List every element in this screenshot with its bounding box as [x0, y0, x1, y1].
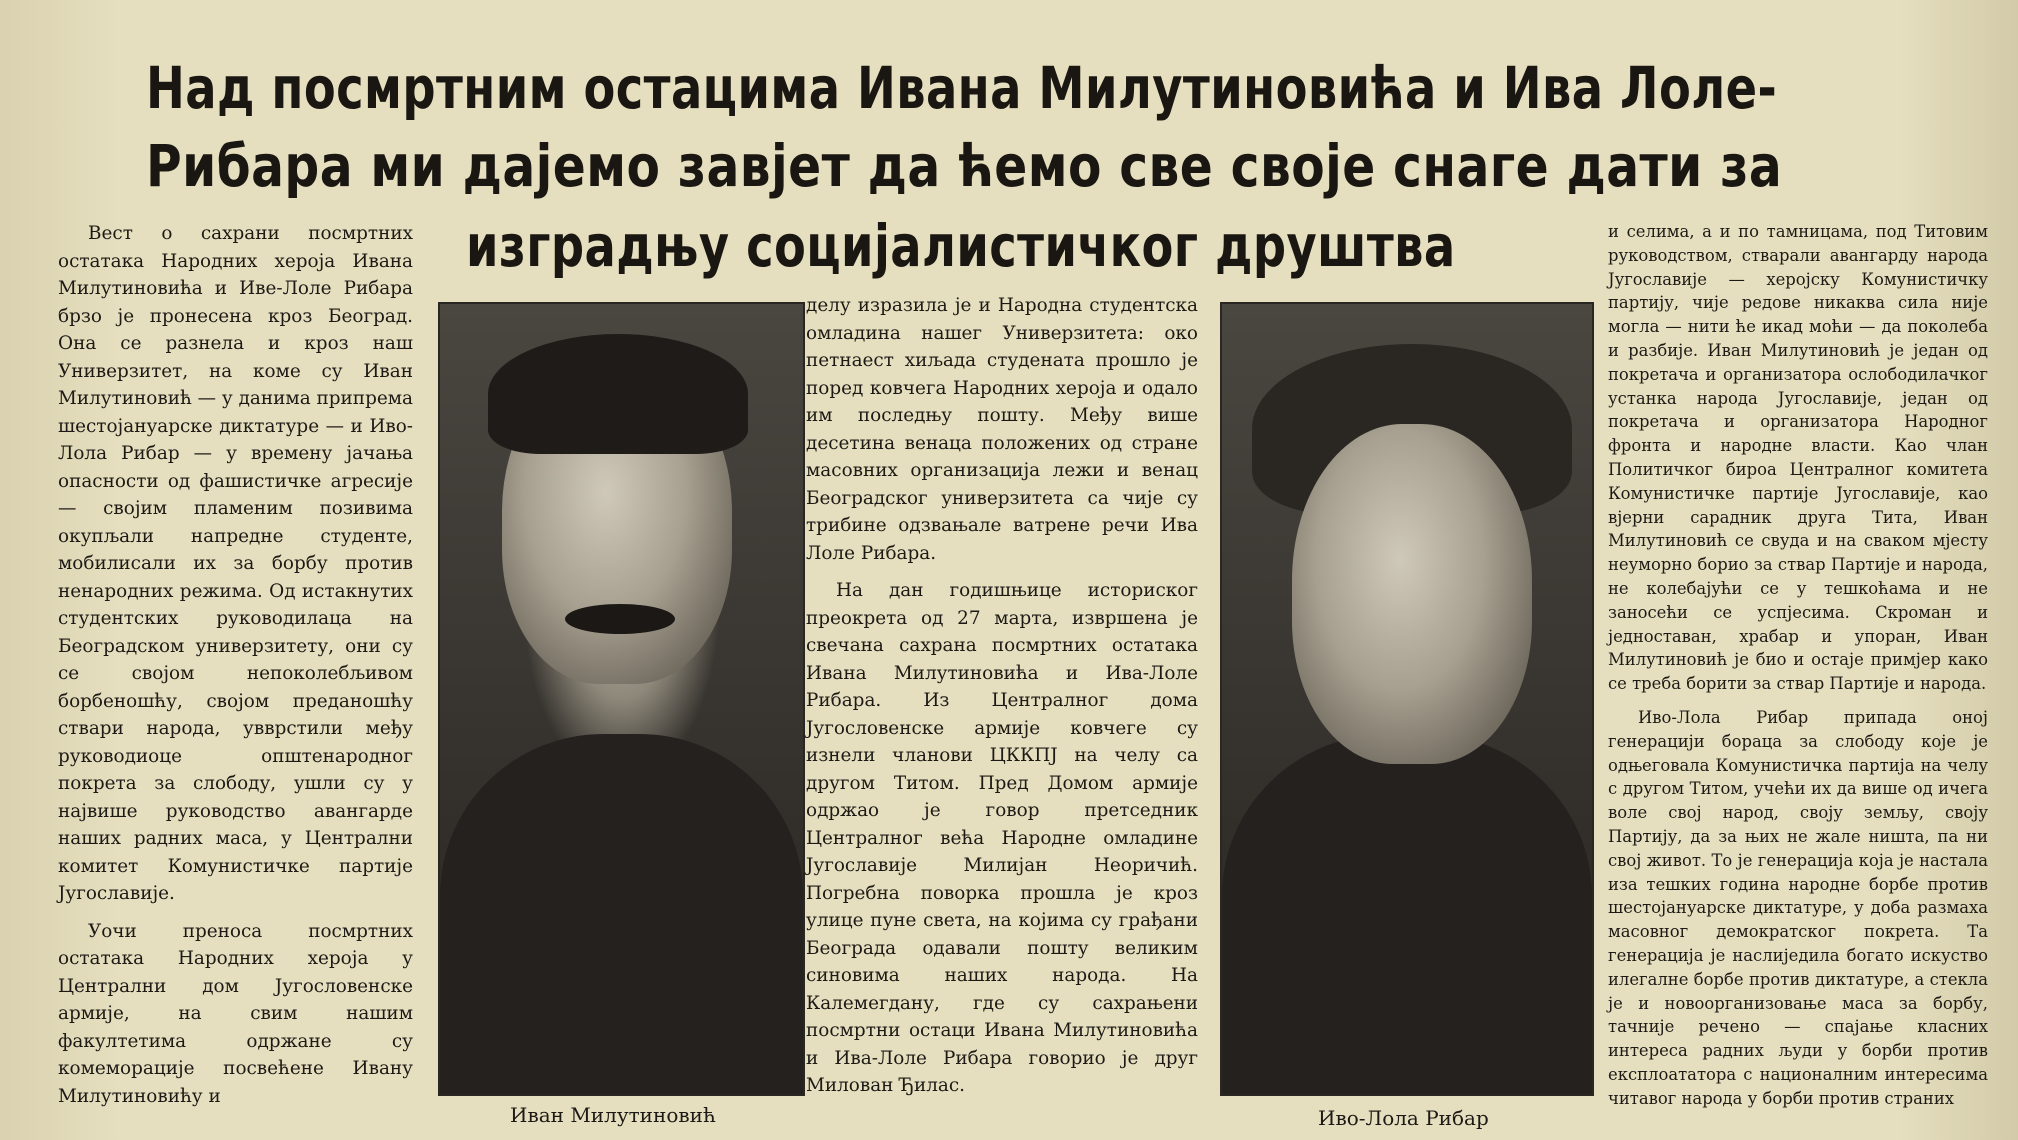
photo-1-body-shape — [440, 734, 803, 1094]
headline-line-3: изградњу социјалистичког друштва — [466, 212, 1456, 280]
photo-1-hair-shape — [488, 334, 748, 454]
column-1-paragraph-1: Вест о сахрани посмртних остатака Народних хероја Ивана Милутиновића и Иве-Лоле Рибара брзо је пронесена кроз Београд. Она се разнела и кроз наш Универзитет, на коме су Иван Милутиновић — у данима припрема шестојануарске диктатуре — и Иво-Лола Рибар — у времену јачања опасности од фашистичке агресије — својим пламеним позивима окупљали напредне студенте, мобилисали их за борбу против ненародних режима. Од истакнутих студентских руководилаца на Београдском универзитету, они су се својом непоколебљивом борбеношћу, својом преданошћу ствари народа, увврстили међу руководиоце општенародног покрета за слободу, ушли су у највише руководство авангарде наших радних маса, у Централни комитет Комунистичке партије Југославије. — [58, 223, 413, 904]
photo-2-face-shape — [1292, 424, 1532, 764]
column-3-paragraph-1: и селима, а и по тамницама, под Титовим руководством, стварали авангарду народа Југославије — херојску Комунистичку партију, чије редове никаква сила није могла — нити ће икад моћи — да поколеба и разбије. Иван Милутиновић је један од покретача и организатора ослободилачког устанка народа Југославије, један од покретача и организатора Народног фронта и народне власти. Као члан Политичког бироа Централног комитета Комунистичке партије Југославије, као вјерни сарадник друга Тита, Иван Милутиновић се свуда и на сваком мјесту неуморно борио за ствар Партије и народа, не колебајући се у тешкоћама и не заносећи се успјесима. Скроман и једноставан, храбар и упоран, Иван Милутиновић је био и остаје примјер како се треба борити за ствар Партије и народа. — [1608, 222, 1988, 694]
column-2-paragraph-1: делу изразила је и Народна студентска омладина нашег Универзитета: око петнаест хиљада студената прошло је поред ковчега Народних хероја и одало им последњу пошту. Међу више десетина венаца положених од стране масовних организација лежи и венац Београдског универзитета са чије су трибине одзвањале ватрене речи Ива Лоле Рибара. — [806, 295, 1198, 564]
column-2-paragraph-2: На дан годишњице историског преокрета од 27 марта, извршена је свечана сахрана посмртних остатака Ивана Милутиновића и Ива-Лоле Рибара. Из Централног дома Југословенске армије ковчеге су изнели чланови ЦККПЈ на челу са другом Титом. Пред Домом армије одржао је говор претседник Централног већа Народне омладине Југославије Милијан Неоричић. Погребна поворка прошла је кроз улице пуне света, на којима су грађани Београда одавали пошту великим синовима наших народа. На Калемегдану, где су сахрањени посмртни остаци Ивана Милутиновића и Ива-Лоле Рибара говорио је друг Милован Ђилас. — [806, 580, 1198, 1096]
photo-1-moustache-shape — [565, 604, 675, 634]
column-3-paragraph-2: Иво-Лола Рибар припада оној генерацији бораца за слободу које је одњеговала Комунистичка партија на челу с другом Титом, учећи их да више од ичега воле свој народ, своју земљу, своју Партију, да за њих не жале ништа, па ни свој живот. То је генерација која је настала иза тешких година народне борбе против шестојануарске диктатуре, у доба размаха масовног демократског покрета. Та генерација је наслиједила богато искуство илегалне борбе против диктатуре, а стекла је и новоорганизовање маса за борбу, тачније речено — спајање класних интереса радних људи у борби против експлоататора с националним интересима читавог народа у борби против страних — [1608, 707, 1988, 1108]
headline-line-1: Над посмртним остацима Ивана Милутиновића и Ива Лоле- — [146, 54, 1778, 122]
column-1-paragraph-2: Уочи преноса посмртних остатака Народних хероја у Централни дом Југословенске армије, на свим нашим факултетима одржане су комеморације посвећене Ивану Милутиновићу и — [58, 920, 413, 1107]
headline-line-2: Рибара ми дајемо завјет да ћемо све своје снаге дати за — [146, 132, 1783, 200]
article-column-1 — [58, 220, 413, 1120]
portrait-photo-ivan-milutinovic — [438, 302, 805, 1096]
portrait-photo-ivo-lola-ribar — [1220, 302, 1594, 1096]
photo-2-body-shape — [1222, 734, 1592, 1094]
photo-2-caption: Иво-Лола Рибар — [1318, 1106, 1489, 1130]
article-column-3 — [1608, 220, 1988, 1120]
article-column-2 — [806, 292, 1198, 1110]
photo-1-caption: Иван Милутиновић — [510, 1103, 716, 1127]
